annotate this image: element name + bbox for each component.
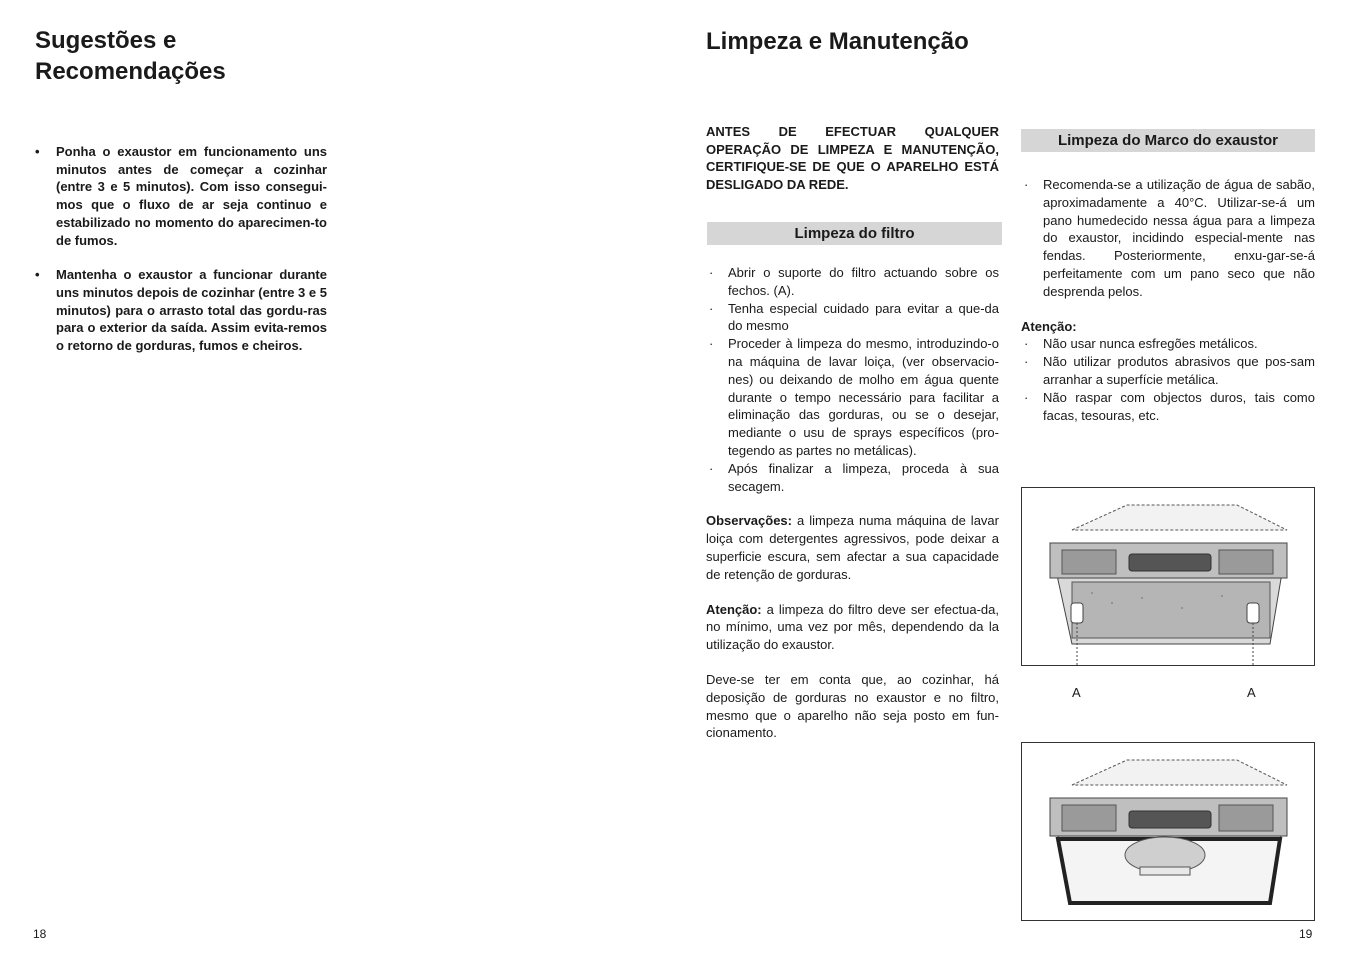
- safety-warning: ANTES DE EFECTUAR QUALQUER OPERAÇÃO DE LIMPEZA E MANUTENÇÃO, CERTIFIQUE-SE DE QUE O APARELHO ESTÁ DESLIGADO DA REDE.: [706, 124, 999, 193]
- final-paragraph: Deve-se ter em conta que, ao cozinhar, há deposição de gorduras no exaustor e no filtro, mesmo que o aparelho não seja posto em fun-cionamento.: [706, 671, 999, 741]
- list-item: [706, 335, 999, 460]
- bullet-icon: •: [35, 144, 40, 159]
- list-item-text: Não raspar com objectos duros, tais como facas, tesouras, etc.: [1043, 389, 1315, 423]
- list-item-text: Não utilizar produtos abrasivos que pos-sam arranhar a superfície metálica.: [1043, 354, 1315, 387]
- attention-paragraph: [706, 601, 999, 654]
- observations-paragraph: [706, 512, 999, 583]
- suggestion-item: [35, 266, 327, 355]
- hood-filter-illustration: [1022, 488, 1314, 665]
- bullet-icon: ·: [709, 265, 714, 280]
- hood-open-figure: [1021, 742, 1315, 921]
- list-item: [706, 264, 999, 300]
- bullet-icon: ·: [1024, 389, 1029, 405]
- observations-text: a limpeza numa máquina de lavar loiça com detergentes agressivos, pode deixar a superficie escura, sem afectar a sua capacidade de retenção de gorduras.: [706, 513, 999, 582]
- frame-section-body: [1021, 176, 1315, 424]
- latch-label-right: A: [1247, 685, 1256, 700]
- attention-text: a limpeza do filtro deve ser efectua-da, no mínimo, uma vez por mês, dependendo da la utilização do exaustor.: [706, 601, 999, 653]
- bullet-icon: ·: [1024, 336, 1029, 352]
- bullet-icon: ·: [1024, 354, 1029, 370]
- suggestion-item: [35, 143, 327, 249]
- frame-section-heading: Limpeza do Marco do exaustor: [1021, 129, 1315, 152]
- list-item: [1021, 176, 1315, 301]
- suggestion-text: Mantenha o exaustor a funcionar durante uns minutos depois de cozinhar (entre 3 e 5 minutos) para o arrasto total das gordu-ras para o exterior da saída. Assim evita-remos o retorno de gorduras, fumos e cheiros.: [56, 267, 327, 354]
- right-page-title: Limpeza e Manutenção: [706, 28, 969, 55]
- bullet-icon: ·: [1024, 177, 1029, 192]
- filter-section-body: [706, 264, 999, 742]
- attention-heading: Atenção:: [1021, 318, 1077, 334]
- bullet-icon: ·: [709, 460, 714, 476]
- bullet-icon: ·: [709, 300, 714, 316]
- title-line-2: Recomendações: [35, 58, 226, 85]
- list-item: [706, 300, 999, 336]
- title-line-1: Sugestões e: [35, 27, 177, 54]
- page-number-left: 18: [33, 927, 47, 941]
- bullet-icon: •: [35, 267, 40, 283]
- page-number-right: 19: [1299, 927, 1313, 941]
- list-item-text: Após finalizar a limpeza, proceda à sua secagem.: [728, 460, 999, 494]
- filter-section-heading: Limpeza do filtro: [707, 222, 1002, 245]
- list-item-text: Recomenda-se a utilização de água de sabão, aproximadamente a 40°C. Utilizar-se-á um pano humedecido nessa água para a limpeza do exaustor, incidindo especial-mente nas fendas. Posteriormente, enxu-gar-se-á perfeitamente com um pano seco que não desprenda pelos.: [1043, 177, 1315, 299]
- list-item: [1021, 353, 1315, 389]
- hood-filter-figure: [1021, 487, 1315, 666]
- list-item-text: Proceder à limpeza do mesmo, introduzindo-o na máquina de lavar loiça, (ver observacio-nes) ou deixando de molho em água quente durante o tempo necessário para facilitar a eliminação das gorduras, ou se o desejar, mediante o usu de sprays específicos (pro-tegendo as partes no metálicas).: [728, 336, 999, 458]
- list-item: [706, 460, 999, 496]
- latch-label-left: A: [1072, 685, 1081, 700]
- list-item-text: Tenha especial cuidado para evitar a que-da do mesmo: [728, 300, 999, 334]
- suggestions-list: [35, 143, 327, 372]
- hood-open-illustration: [1022, 743, 1314, 920]
- list-item: [1021, 389, 1315, 425]
- list-item-text: Não usar nunca esfregões metálicos.: [1043, 336, 1258, 352]
- list-item-text: Abrir o suporte do filtro actuando sobre os fechos. (A).: [728, 265, 999, 298]
- suggestion-text: Ponha o exaustor em funcionamento uns minutos antes de começar a cozinhar (entre 3 e 5 minutos). Com isso consegui-mos que o fluxo de ar seja continuo e estabilizado no momento do aparecimen-to de fumos.: [56, 144, 327, 248]
- attention-label: Atenção:: [706, 601, 762, 617]
- left-page-title: [35, 25, 226, 87]
- observations-label: Observações:: [706, 513, 792, 529]
- list-item: [1021, 335, 1315, 353]
- bullet-icon: ·: [709, 336, 714, 352]
